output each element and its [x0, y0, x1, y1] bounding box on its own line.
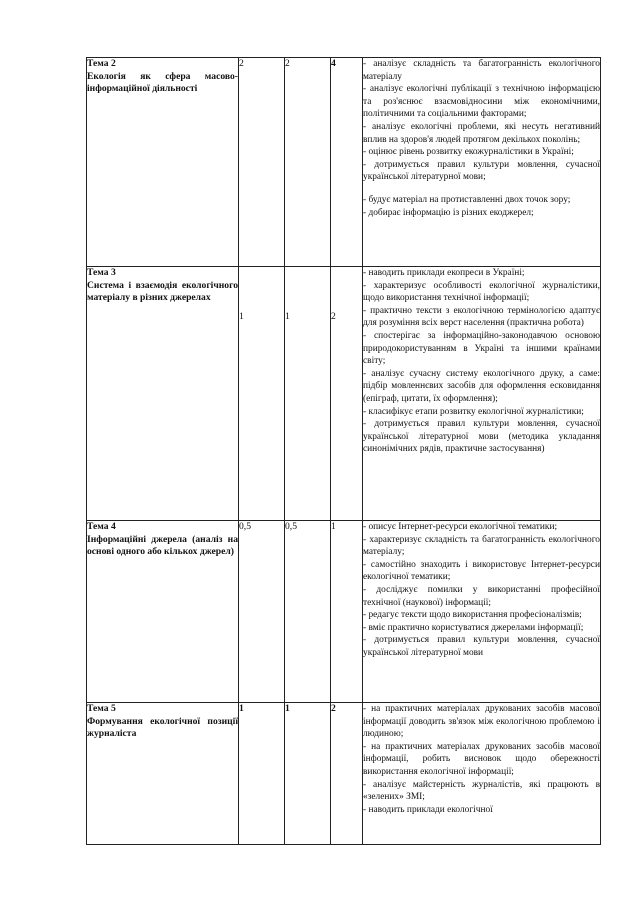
outcomes-cell	[363, 267, 601, 521]
table-row	[87, 58, 601, 267]
hours-cell-2: 2	[285, 58, 331, 267]
topic-cell	[87, 703, 239, 845]
outcome-item: - аналізує складність та багатогранність екологічного матеріалу	[363, 59, 600, 82]
outcome-item: - характеризує особливості екологічної журналістики, щодо використання технічної інформації;	[363, 280, 600, 304]
topic-cell	[87, 521, 239, 703]
topic-cell	[87, 267, 239, 521]
outcome-item: - на практичних матеріалах друкованих засобів масової інформації доводить зв'язок між екологічною проблемою і людиною;	[363, 704, 600, 740]
topic-name: Система і взаємодія екологічного матеріалу в різних джерелах	[87, 279, 238, 303]
topic-title: Тема 4	[87, 521, 116, 532]
outcome-item: - аналізує майстерність журналістів, які працюють в «зелених» ЗМІ;	[363, 779, 600, 803]
hours-cell-total: 2	[331, 703, 363, 845]
hours-value: 1	[239, 311, 244, 322]
outcome-item: - дотримується правил культури мовлення, сучасної української літературної мови	[363, 635, 600, 658]
outcome-item: - спостерігає за інформаційно-законодавчою основою природокористуванням в Україні та іншими країнами світу;	[363, 330, 600, 367]
outcome-item: - редагує тексти щодо використання професіоналізмів;	[363, 610, 582, 621]
hours-cell-1	[239, 267, 285, 521]
outcomes-cell	[363, 521, 601, 703]
topic-title: Тема 3	[87, 267, 116, 278]
topic-cell	[87, 58, 239, 267]
outcome-item: - наводить приклади екопреси в Україні;	[363, 268, 525, 278]
topic-name: Екологія як сфера масово-інформаційної діяльності	[87, 70, 238, 94]
outcome-item: - наводить приклади екологічної	[363, 804, 493, 815]
outcomes-cell	[363, 703, 601, 845]
outcome-item: - практично тексти з екологічною термінологією адаптує для розуміння всіх верст населення (практична робота)	[363, 305, 600, 329]
table-row	[87, 521, 601, 703]
hours-value: 2	[331, 311, 336, 322]
hours-cell-2	[285, 267, 331, 521]
outcome-item: - досліджує помилки у використанні професійної технічної (наукової) інформації;	[363, 584, 600, 608]
hours-cell-1: 0,5	[239, 521, 285, 703]
table-row	[87, 703, 601, 845]
topic-title: Тема 2	[87, 58, 116, 69]
outcome-item: - аналізує екологічні публікації з технічною інформацією та роз'яснює взаємовідносини між економічними, політичними та соціальними факторами;	[363, 84, 600, 120]
outcome-item: - аналізує екологічні проблеми, які несуть негативний вплив на здоров'я людей протягом декількох поколінь;	[363, 121, 600, 145]
hours-cell-total	[331, 267, 363, 521]
outcome-item: - характеризує складність та багатогранність екологічного матеріалу;	[363, 534, 600, 558]
outcome-item: - дотримується правил культури мовлення, сучасної української літературної мови;	[363, 159, 600, 183]
outcome-item: - самостійно знаходить і використовує Інтернет-ресурси екологічної тематики;	[363, 559, 600, 583]
hours-cell-1: 1	[239, 703, 285, 845]
outcome-item: - оцінює рівень розвитку екожурналістики в Україні;	[363, 147, 574, 158]
outcomes-cell	[363, 58, 601, 267]
hours-cell-total: 4	[331, 58, 363, 267]
outcome-item: - на практичних матеріалах друкованих засобів масової інформації, робить висновок щодо обережності використання екологічної інформації;	[363, 741, 600, 777]
topic-name: Інформаційні джерела (аналіз на основі одного або кількох джерел)	[87, 533, 238, 557]
outcome-item: - класифікує етапи розвитку екологічної журналістики;	[363, 406, 584, 417]
outcome-item: - аналізує сучасну систему екологічного друку, а саме: підбір мовленнєвих засобів для оформлення есковидання (епіграф, цитати, їх оформлення);	[363, 368, 600, 404]
topic-title: Тема 5	[87, 703, 116, 714]
outcome-item: - дотримується правил культури мовлення, сучасної української літературної мови (методика укладання синонімічних рядів, практичне застосування)	[363, 419, 600, 455]
outcome-item: - будує матеріал на протиставленні двох точок зору;	[363, 194, 571, 205]
outcome-item: - добирає інформацію із різних екоджерел;	[363, 207, 534, 218]
hours-cell-1: 2	[239, 58, 285, 267]
outcome-item: - вміє практично користуватися джерелами інформації;	[363, 622, 584, 633]
syllabus-table	[86, 57, 601, 845]
table-row	[87, 267, 601, 521]
topic-name: Формування екологічної позиції журналіста	[87, 715, 238, 739]
hours-cell-2: 0,5	[285, 521, 331, 703]
hours-value: 1	[285, 311, 290, 322]
hours-cell-total: 1	[331, 521, 363, 703]
hours-cell-2: 1	[285, 703, 331, 845]
outcome-item: - описує Інтернет-ресурси екологічної тематики;	[363, 522, 558, 532]
